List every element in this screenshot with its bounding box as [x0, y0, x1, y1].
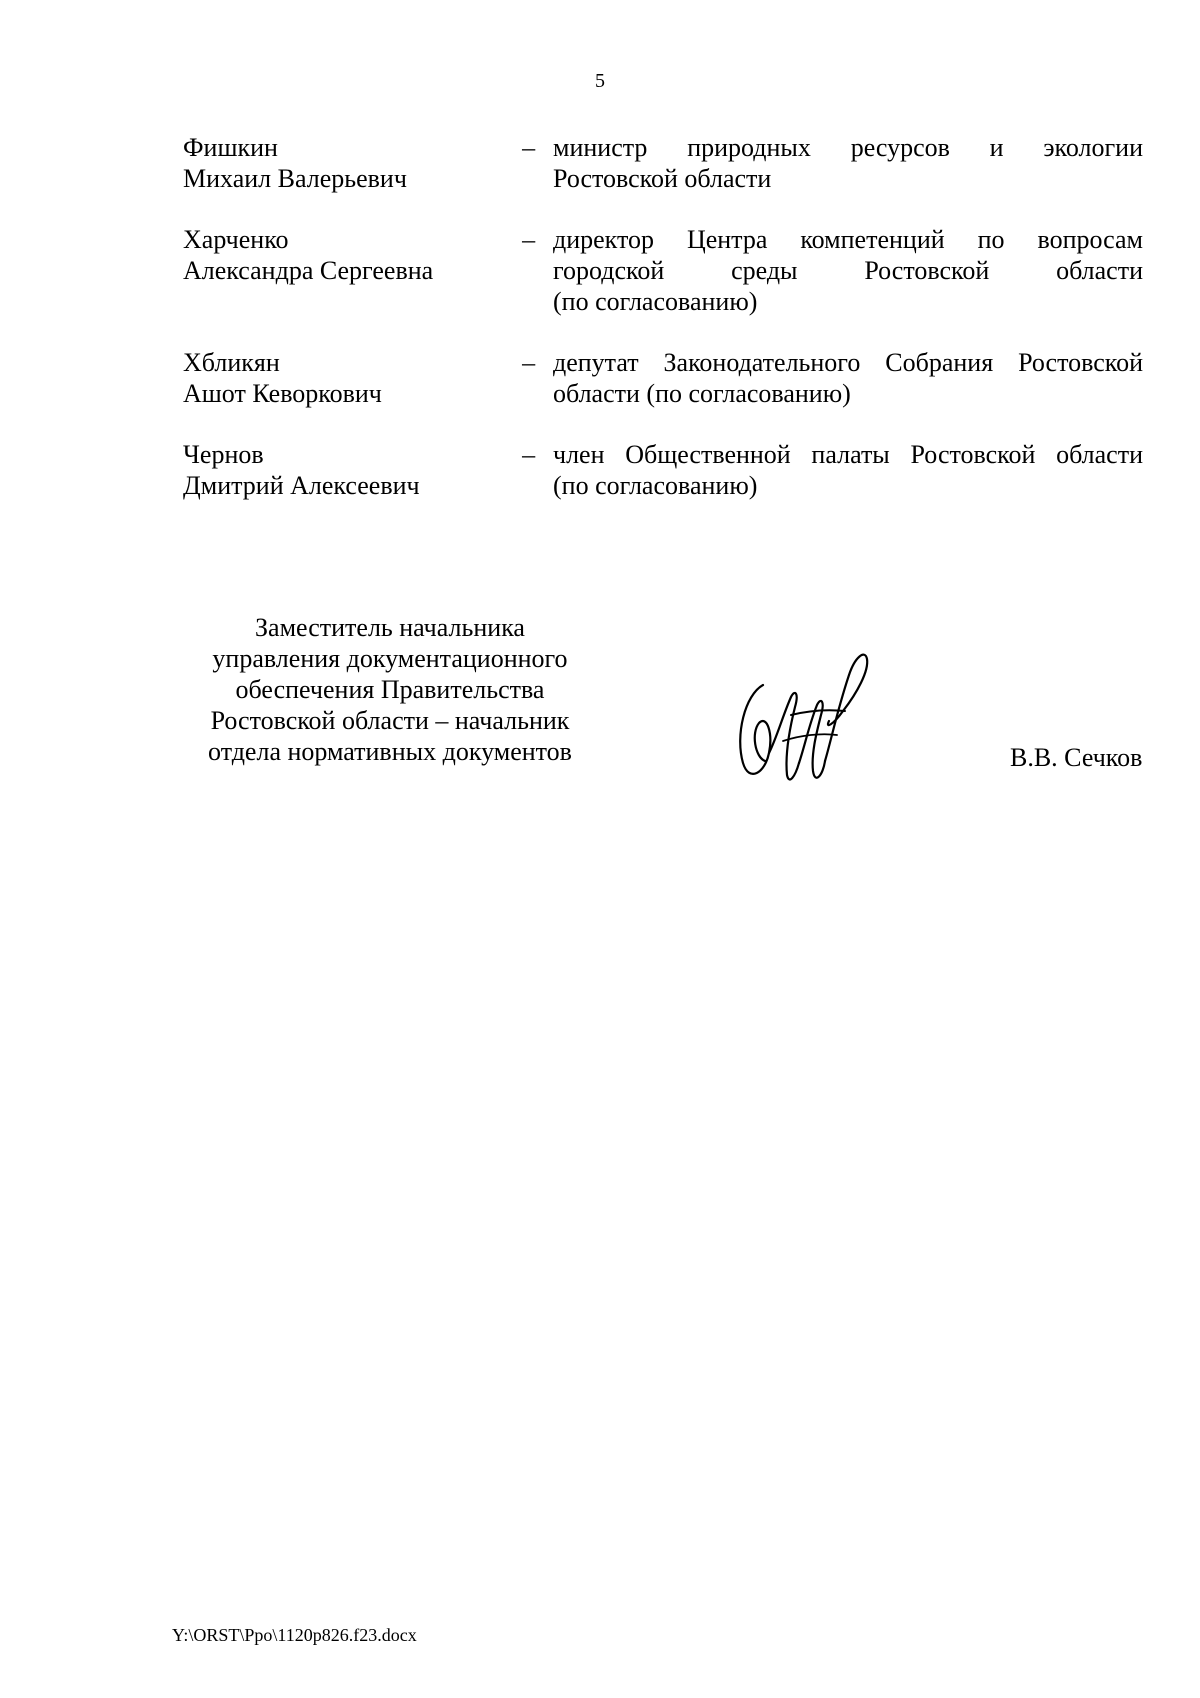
member-role-line: городской среды Ростовской области: [553, 256, 1143, 285]
member-role: [553, 224, 1143, 317]
member-role-line: Ростовской области: [553, 164, 772, 193]
member-role-line: области (по согласованию): [553, 379, 851, 408]
member-role-line: министр природных ресурсов и экологии: [553, 133, 1143, 162]
member-given-names: Александра Сергеевна: [183, 256, 434, 285]
member-role-line: (по согласованию): [553, 287, 758, 316]
member-role: [553, 347, 1143, 409]
signatory-title-line: обеспечения Правительства: [235, 675, 545, 704]
member-role: [553, 132, 1143, 194]
member-row: [183, 132, 1143, 194]
member-role-line: (по согласованию): [553, 471, 758, 500]
member-surname: Чернов: [183, 440, 264, 469]
handwritten-signature: [725, 645, 885, 795]
footer-file-path: Y:\ORST\Ppo\1120p826.f23.docx: [172, 1625, 417, 1645]
member-role: [553, 439, 1143, 501]
signer-name: В.В. Сечков: [1010, 743, 1143, 772]
member-role-line: член Общественной палаты Ростовской области: [553, 440, 1143, 469]
member-name: [183, 439, 504, 501]
member-dash: –: [522, 440, 536, 469]
member-dash: –: [522, 225, 536, 254]
signatory-title-line: Ростовской области – начальник: [210, 706, 570, 735]
member-given-names: Ашот Кеворкович: [183, 379, 382, 408]
members-list: [183, 132, 1143, 531]
member-surname: Хбликян: [183, 348, 280, 377]
member-given-names: Михаил Валерьевич: [183, 164, 407, 193]
member-row: [183, 347, 1143, 409]
member-dash: –: [522, 133, 536, 162]
member-row: [183, 224, 1143, 317]
page-number: 5: [595, 70, 605, 92]
member-name: [183, 224, 504, 317]
member-given-names: Дмитрий Алексеевич: [183, 471, 420, 500]
signatory-title: [170, 612, 610, 767]
member-name: [183, 132, 504, 194]
member-surname: Харченко: [183, 225, 289, 254]
member-role-line: депутат Законодательного Собрания Ростовской: [553, 348, 1143, 377]
signatory-title-line: Заместитель начальника: [255, 613, 525, 642]
signatory-title-line: отдела нормативных документов: [208, 737, 572, 766]
member-row: [183, 439, 1143, 501]
signatory-title-line: управления документационного: [212, 644, 568, 673]
member-surname: Фишкин: [183, 133, 278, 162]
member-role-line: директор Центра компетенций по вопросам: [553, 225, 1143, 254]
member-dash: –: [522, 348, 536, 377]
member-name: [183, 347, 504, 409]
